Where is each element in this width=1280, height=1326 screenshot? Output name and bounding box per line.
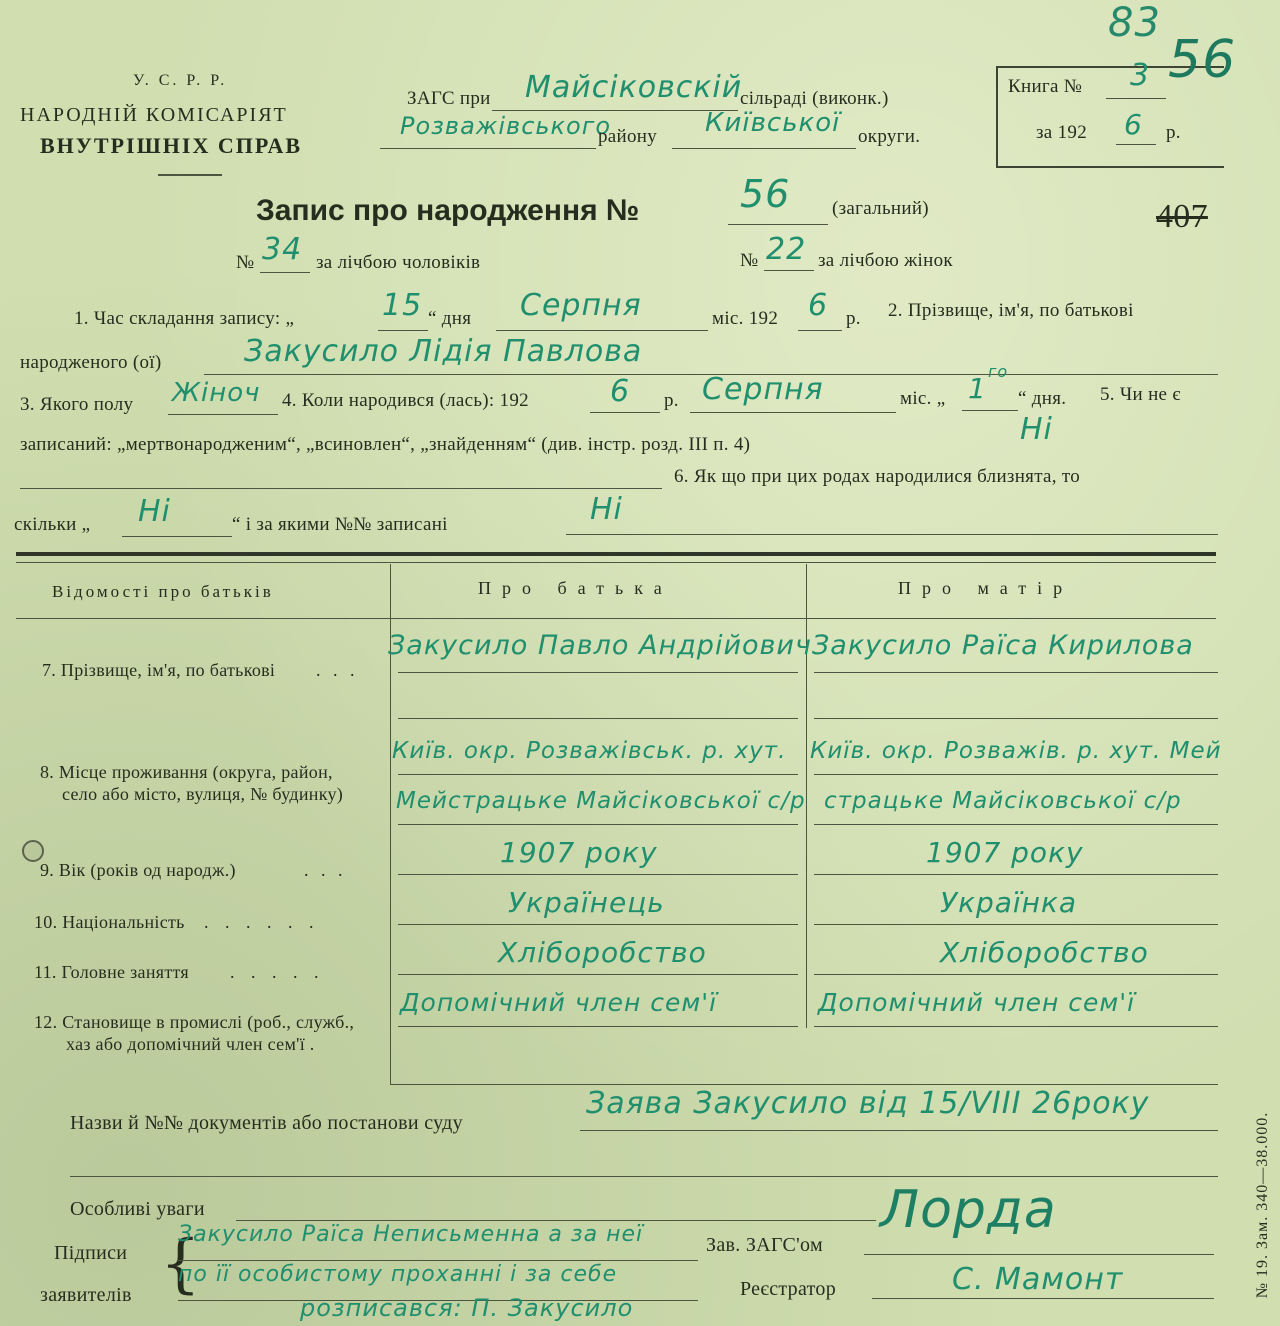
- applicant-underline-1: [178, 1260, 698, 1261]
- field-1-year-prefix: міс. 192: [712, 308, 779, 329]
- field-4-day-superscript: го: [988, 362, 1009, 381]
- row-label-nationality: 10. Національність: [34, 912, 185, 932]
- field-3-underline: [168, 414, 278, 415]
- okrug-value: Київської: [705, 108, 841, 138]
- field-5-value: Ні: [1020, 412, 1053, 447]
- field-1-day-underline: [378, 330, 428, 331]
- field-4-year-suffix: р.: [664, 390, 679, 411]
- field-6-count-prefix: скільки „: [14, 514, 91, 535]
- father-residence-value-2: Мейстрацьке Майсіковської с/р: [396, 788, 806, 814]
- zags-underline: [492, 110, 738, 111]
- registrar-label: Реєстратор: [740, 1278, 837, 1300]
- field-4-month-value: Серпня: [702, 372, 824, 407]
- record-title: Запис про народження №: [256, 194, 640, 227]
- signatures-label: Підписи: [54, 1242, 128, 1264]
- field-4-year-value: 6: [610, 374, 631, 409]
- applicants-label: заявителів: [40, 1284, 132, 1306]
- field-4-day-underline: [962, 410, 1018, 411]
- row-label-occupation: 11. Головне заняття: [34, 962, 190, 982]
- punch-hole: [22, 840, 44, 862]
- father-residence-underline: [398, 774, 798, 775]
- mother-age-value: 1907 року: [926, 836, 1084, 869]
- field-5-line-2: записаний: „мертвонародженим“, „всиновлен“, „знайденням“ (див. інстр. розд. III п. 4): [20, 434, 751, 455]
- book-number-underline: [1106, 98, 1166, 99]
- corner-scribble: 83: [1108, 0, 1161, 46]
- record-number-underline: [728, 224, 828, 225]
- row-label-status: 12. Становище в промислі (роб., служб.,: [34, 1012, 355, 1032]
- book-year-label: за 192: [1036, 122, 1087, 143]
- row-label-residence-2: село або місто, вулиця, № будинку): [62, 784, 344, 804]
- father-status-underline: [398, 1026, 798, 1027]
- row-dots: . . .: [316, 660, 359, 680]
- field-1-month-value: Серпня: [520, 288, 642, 323]
- row-dots: . . .: [304, 860, 347, 880]
- row-label-name: 7. Прізвище, ім'я, по батькові: [42, 660, 276, 680]
- field-6-label: 6. Як що при цих родах народилися близнята, то: [674, 466, 1081, 487]
- field-1-year-underline: [798, 330, 842, 331]
- women-count-value: 22: [766, 232, 807, 267]
- father-name-underline: [398, 672, 798, 673]
- mother-name-underline: [814, 672, 1218, 673]
- mother-nationality-value: Українка: [940, 886, 1078, 919]
- mother-occupation-value: Хліборобство: [940, 936, 1149, 969]
- field-1-year-suffix: р.: [846, 308, 861, 329]
- field-4-day-suffix: “ дня.: [1018, 388, 1067, 409]
- column-header-father: Про батька: [478, 578, 673, 598]
- newborn-label: народженого (ої): [20, 352, 162, 373]
- registrar-signature: С. Мамонт: [952, 1262, 1124, 1297]
- mother-residence-underline: [814, 774, 1218, 775]
- zags-prefix: ЗАГС при: [407, 88, 491, 109]
- father-status-value: Допомічний член сем'ї: [400, 988, 718, 1017]
- field-1-year-value: 6: [808, 288, 829, 323]
- notes-label: Особливі уваги: [70, 1198, 205, 1220]
- father-name-underline-2: [398, 718, 798, 719]
- record-general-label: (загальний): [832, 198, 929, 219]
- mother-status-value: Допомічний член сем'ї: [818, 988, 1136, 1017]
- newborn-value: Закусило Лідія Павлова: [244, 334, 643, 369]
- book-year-value: 6: [1124, 108, 1143, 141]
- field-5-label: 5. Чи не є: [1100, 384, 1181, 405]
- father-nationality-value: Українець: [508, 886, 665, 919]
- mother-name-value: Закусило Раїса Кирилова: [812, 630, 1194, 661]
- row-label-residence: 8. Місце проживання (округа, район,: [40, 762, 333, 782]
- head-signature: Лорда: [880, 1180, 1057, 1240]
- row-dots: . . . . .: [230, 962, 325, 982]
- header-divider: [158, 174, 222, 176]
- father-occupation-underline: [398, 974, 798, 975]
- field-4-label: 4. Коли народився (лась): 192: [282, 390, 529, 411]
- men-count-value: 34: [262, 232, 303, 267]
- mother-nationality-underline: [814, 924, 1218, 925]
- father-residence-underline-2: [398, 824, 798, 825]
- corner-number: 56: [1168, 30, 1237, 90]
- table-top-rule: [16, 552, 1216, 556]
- mother-occupation-underline: [814, 974, 1218, 975]
- table-header-rule: [16, 618, 1216, 619]
- father-age-value: 1907 року: [500, 836, 658, 869]
- women-count-label: за лічбою жінок: [818, 250, 953, 271]
- row-label-status-2: хаз або допомічний член сем'ї .: [66, 1034, 315, 1054]
- book-year-underline: [1116, 144, 1156, 145]
- documents-underline: [580, 1130, 1218, 1131]
- field-6-count-suffix: “ і за якими №№ записані: [232, 514, 448, 535]
- field-4-day-prefix: міс. „: [900, 388, 946, 409]
- applicant-signature-line-1: Закусило Раїса Неписьменна а за неї: [178, 1222, 644, 1247]
- mother-residence-underline-2: [814, 824, 1218, 825]
- column-header-mother: Про матір: [898, 578, 1074, 598]
- father-name-value: Закусило Павло Андрійович: [388, 630, 812, 661]
- book-number-value: 3: [1130, 58, 1151, 93]
- field-3-value: Жіноч: [172, 378, 261, 408]
- applicants-brace: {: [160, 1227, 202, 1301]
- mother-residence-value-2: страцьке Майсіковської с/р: [824, 788, 1182, 814]
- crossed-number: 407: [1156, 198, 1208, 235]
- men-count-prefix: №: [236, 252, 255, 273]
- district-value: Розважівського: [400, 112, 612, 140]
- notes-underline: [236, 1220, 876, 1221]
- field-3-label: 3. Якого полу: [20, 394, 134, 415]
- field-4-year-underline: [590, 412, 660, 413]
- field-1-month-underline: [496, 330, 708, 331]
- applicant-signature-line-3: розписався: П. Закусило: [300, 1294, 634, 1322]
- mother-age-underline: [814, 874, 1218, 875]
- field-6-numbers-value: Ні: [590, 492, 623, 527]
- registrar-underline: [872, 1298, 1214, 1299]
- father-occupation-value: Хліборобство: [498, 936, 707, 969]
- field-6-count-value: Ні: [138, 494, 171, 529]
- district-underline: [380, 148, 596, 149]
- women-count-prefix: №: [740, 250, 759, 271]
- mother-status-underline: [814, 1026, 1218, 1027]
- okrug-underline: [672, 148, 856, 149]
- father-nationality-underline: [398, 924, 798, 925]
- row-dots: . . . . . .: [204, 912, 320, 932]
- district-label: району: [598, 126, 658, 147]
- table-top-rule-thin: [16, 562, 1216, 563]
- field-1-day-value: 15: [382, 288, 423, 323]
- field-2-label: 2. Прізвище, ім'я, по батькові: [888, 300, 1134, 321]
- mother-residence-value: Київ. окр. Розважів. р. хут. Мей: [810, 738, 1222, 764]
- men-count-underline: [260, 272, 310, 273]
- field-6-count-underline: [122, 536, 232, 537]
- zags-village-value: Майсіковскій: [525, 70, 743, 105]
- field-5-underline: [20, 488, 662, 489]
- documents-value: Заява Закусило від 15/VIII 26року: [586, 1086, 1150, 1121]
- record-number-value: 56: [740, 172, 791, 216]
- women-count-underline: [764, 270, 814, 271]
- book-label: Книга №: [1008, 76, 1083, 97]
- table-bottom-rule: [390, 1084, 1218, 1085]
- row-label-age: 9. Вік (років од народж.): [40, 860, 236, 880]
- father-residence-value: Київ. окр. Розважівськ. р. хут.: [392, 738, 787, 764]
- commissariat-line-1: НАРОДНІЙ КОМІСАРІЯТ: [20, 104, 288, 126]
- field-4-month-underline: [690, 412, 896, 413]
- field-4-day-value: 1: [968, 372, 987, 405]
- commissariat-line-2: ВНУТРІШНІХ СПРАВ: [40, 133, 303, 158]
- head-underline: [864, 1254, 1214, 1255]
- documents-underline-2: [70, 1176, 1218, 1177]
- zags-suffix: сільраді (виконк.): [740, 88, 889, 109]
- field-6-numbers-underline: [566, 534, 1218, 535]
- field-1-label: 1. Час складання запису: „: [74, 308, 295, 329]
- book-year-suffix: р.: [1166, 122, 1181, 143]
- side-print-number: № 19. Зам. 340—38.000.: [1254, 1111, 1271, 1299]
- field-1-day-suffix: “ дня: [428, 308, 472, 329]
- documents-label: Назви й №№ документів або постанови суду: [70, 1112, 463, 1134]
- father-age-underline: [398, 874, 798, 875]
- column-header-info: Відомості про батьків: [52, 582, 274, 601]
- applicant-signature-line-2: по її особистому проханні і за себе: [178, 1262, 618, 1287]
- men-count-label: за лічбою чоловіків: [316, 252, 481, 273]
- ussr-label: У. С. Р. Р.: [133, 72, 228, 89]
- head-label: Зав. ЗАГС'ом: [706, 1234, 823, 1256]
- okrug-label: округи.: [858, 126, 921, 147]
- mother-name-underline-2: [814, 718, 1218, 719]
